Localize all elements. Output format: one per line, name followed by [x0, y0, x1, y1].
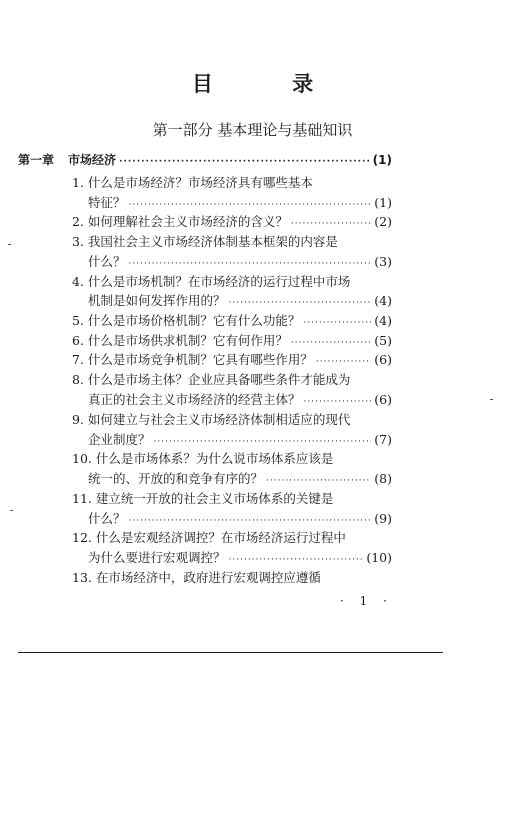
toc-line-text: 为什么要进行宏观调控？ — [88, 550, 226, 565]
toc-line — [72, 350, 392, 370]
toc-line — [88, 291, 392, 311]
toc-page: (4) — [374, 293, 392, 308]
toc-line — [88, 469, 392, 489]
dot-leader — [266, 471, 371, 491]
toc-line: 8. 什么是市场主体？企业应具备哪些条件才能成为 — [72, 372, 351, 387]
toc-line-text: 7. 什么是市场竞争机制？它具有哪些作用？ — [72, 352, 313, 367]
toc-line — [72, 331, 392, 351]
dot-leader — [129, 254, 372, 274]
dot-leader — [303, 313, 371, 333]
toc-line-text: 5. 什么是市场价格机制？它有什么功能？ — [72, 313, 301, 328]
toc-line — [88, 252, 392, 272]
toc-line: 9. 如何建立与社会主义市场经济体制相适应的现代 — [72, 412, 351, 427]
toc-line — [72, 212, 392, 232]
scan-speck — [8, 244, 11, 245]
toc-line — [72, 311, 392, 331]
chapter-title: 市场经济 — [68, 153, 117, 167]
toc-line-text: 什么？ — [88, 254, 126, 269]
toc-line: 12. 什么是宏观经济调控？在市场经济运行过程中 — [72, 530, 346, 545]
toc-line-text: 真正的社会主义市场经济的经营主体？ — [88, 392, 301, 407]
chapter-number: 第一章 — [18, 153, 55, 167]
dot-leader — [229, 293, 372, 313]
toc-line — [88, 390, 392, 410]
toc-line: 11. 建立统一开放的社会主义市场体系的关键是 — [72, 491, 334, 506]
toc-page: (4) — [374, 313, 392, 328]
toc-page: (10) — [366, 550, 392, 565]
toc-page: (8) — [374, 471, 392, 486]
dot-leader — [119, 152, 370, 172]
page-title: 目 录 — [191, 72, 350, 96]
dot-leader — [229, 550, 364, 570]
toc-line-text: 企业制度？ — [88, 432, 151, 447]
toc-line-text: 2. 如何理解社会主义市场经济的含义？ — [72, 214, 288, 229]
toc-page: (9) — [374, 511, 392, 526]
toc-line — [88, 430, 392, 450]
dot-leader — [304, 392, 372, 412]
toc-line-text: 什么？ — [88, 511, 126, 526]
toc-line: 10. 什么是市场体系？为什么说市场体系应该是 — [72, 451, 334, 466]
scan-speck — [490, 399, 493, 400]
toc-line-text: 6. 什么是市场供求机制？它有何作用？ — [72, 333, 288, 348]
part-heading: 第一部分 基本理论与基础知识 — [152, 121, 353, 139]
toc-page: (2) — [374, 214, 392, 229]
toc-line-text: 机制是如何发挥作用的？ — [88, 293, 226, 308]
toc-page: (6) — [374, 392, 392, 407]
toc-page: (5) — [374, 333, 392, 348]
toc-page: (6) — [374, 352, 392, 367]
toc-chapter-row — [18, 150, 392, 170]
toc-line-text: 统一的、开放的和竞争有序的？ — [88, 471, 264, 486]
toc-page: (3) — [374, 254, 392, 269]
toc-line: 4. 什么是市场机制？在市场经济的运行过程中市场 — [72, 274, 351, 289]
dot-leader — [316, 352, 371, 372]
page-number: · 1 · — [340, 594, 393, 608]
toc-line — [88, 193, 392, 213]
toc-page: (1) — [374, 195, 392, 210]
toc-page: (7) — [374, 432, 392, 447]
toc-line — [88, 548, 392, 568]
toc-line-text: 特征？ — [88, 195, 126, 210]
chapter-page: (1) — [372, 153, 392, 167]
dot-leader — [291, 214, 371, 234]
bottom-rule — [18, 652, 443, 653]
toc-line: 1. 什么是市场经济？市场经济具有哪些基本 — [72, 175, 313, 190]
toc-line: 3. 我国社会主义市场经济体制基本框架的内容是 — [72, 234, 338, 249]
toc-line — [88, 509, 392, 529]
scan-speck — [10, 510, 13, 511]
toc-line: 13. 在市场经济中，政府进行宏观调控应遵循 — [72, 570, 321, 585]
